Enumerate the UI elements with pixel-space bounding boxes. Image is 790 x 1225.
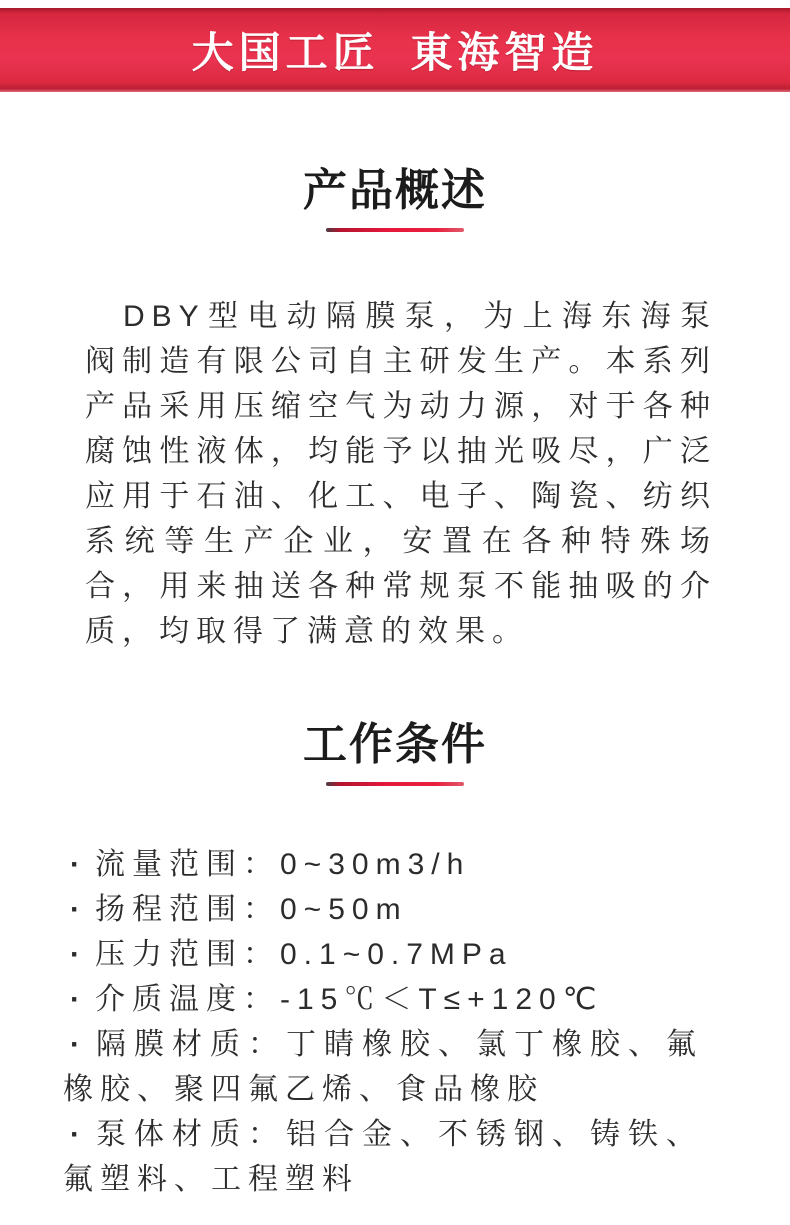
bullet-dot-icon: ·: [70, 1028, 87, 1061]
title-underline: [326, 228, 464, 232]
bullet-dot-icon: ·: [70, 893, 87, 926]
condition-item-text: 扬程范围：0~50m: [95, 893, 408, 926]
banner-title: 大国工匠 東海智造: [191, 29, 599, 76]
bullet-dot-icon: ·: [70, 1118, 87, 1151]
condition-item-text: 隔膜材质：丁睛橡胶、氯丁橡胶、氟橡胶、聚四氟乙烯、食品橡胶: [63, 1028, 703, 1106]
condition-item: [63, 887, 703, 932]
condition-item: [63, 842, 703, 887]
overview-section-title: 产品概述: [303, 166, 487, 215]
condition-item-text: 泵体材质：铝合金、不锈钢、铸铁、氟塑料、工程塑料: [63, 1118, 703, 1196]
section-overview: [0, 92, 790, 654]
condition-item: [63, 1022, 703, 1112]
bullet-dot-icon: ·: [70, 938, 87, 971]
conditions-list: [63, 842, 703, 1202]
condition-item-text: 流量范围：0~30m3/h: [95, 848, 471, 881]
condition-item: [63, 932, 703, 977]
overview-paragraph: DBY型电动隔膜泵，为上海东海泵阀制造有限公司自主研发生产。本系列产品采用压缩空气为动力源，对于各种腐蚀性液体，均能予以抽光吸尽，广泛应用于石油、化工、电子、陶瓷、纺织系统等生产企业，安置在各种特殊场合，用来抽送各种常规泵不能抽吸的介质，均取得了满意的效果。: [85, 300, 717, 648]
bullet-dot-icon: ·: [70, 848, 87, 881]
conditions-section-title: 工作条件: [303, 720, 487, 769]
header-banner: [0, 8, 790, 92]
section-conditions: [0, 654, 790, 1202]
condition-item-text: 压力范围：0.1~0.7MPa: [95, 938, 513, 971]
title-underline: [326, 782, 464, 786]
condition-item: [63, 977, 703, 1022]
condition-item: [63, 1112, 703, 1202]
condition-item-text: 介质温度：-15℃＜T≤+120℃: [95, 983, 604, 1016]
bullet-dot-icon: ·: [70, 983, 87, 1016]
